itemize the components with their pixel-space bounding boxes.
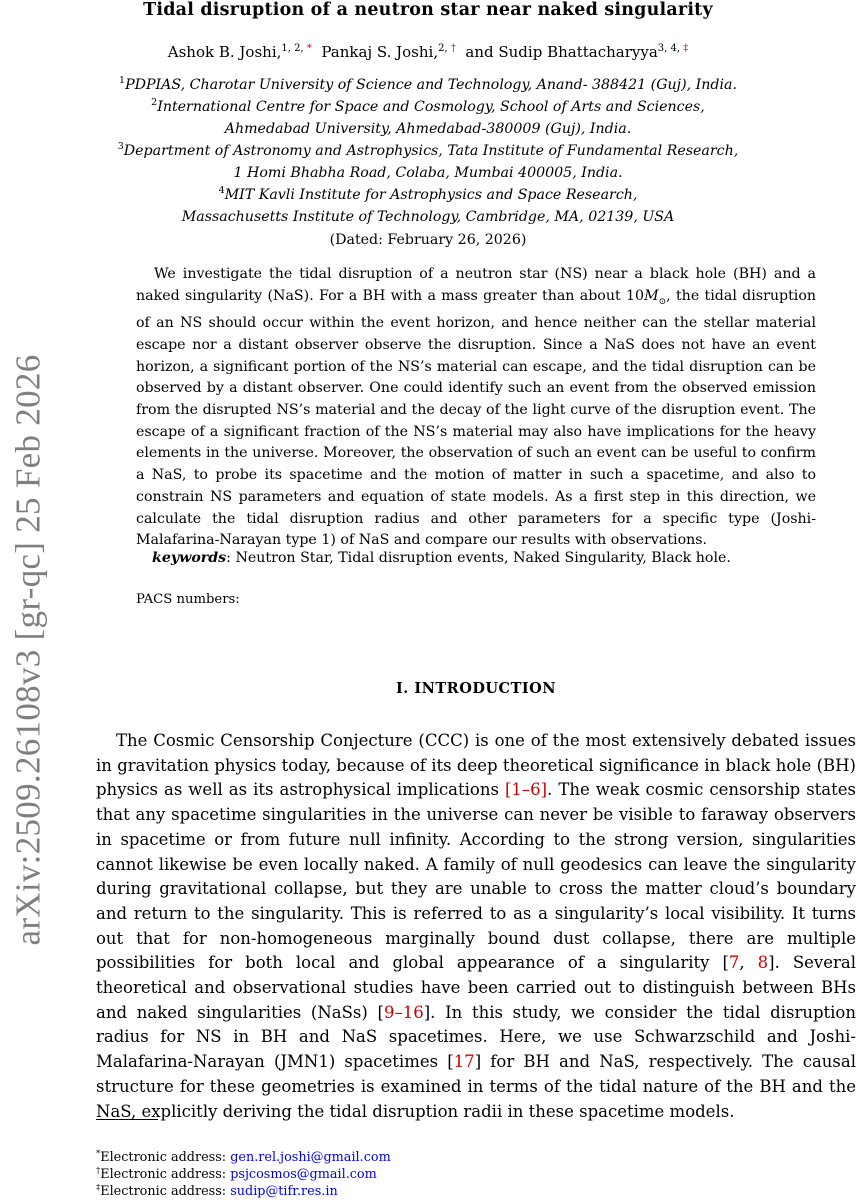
keywords-label: keywords — [152, 550, 227, 566]
affiliation-1: $^1$PDPIAS, Charotar University of Science and Technology, Anand- 388421 (Guj), India. — [119, 75, 737, 93]
footnote-2: †Electronic address: psjcosmos@gmail.com — [96, 1166, 377, 1182]
author-3-footnote-link[interactable]: ‡ — [683, 43, 689, 54]
author-3: and Sudip Bhattacharyya — [465, 43, 658, 61]
footnote-rule — [96, 1119, 158, 1120]
abstract: We investigate the tidal disruption of a neutron star (NS) near a black hole (BH) and a naked singularity (NaS). For a BH with a mass greater than about $10M_⊙$, the tidal disruption of an NS should occur within the event horizon, and hence neither can the stellar material escape nor a distant observer observe the disruption. Since a NaS does not have an event horizon, a significant portion of the NS’s material can escape, and the tidal disruption can be observed by a distant observer. One could identify such an event from the observed emission from the disrupted NS’s material and the decay of the light curve of the disruption event. The escape of a significant fraction of the NS’s material may also have implications for the heavy elements in the universe. Moreover, the observation of such an event can be useful to confirm a NaS, to probe its spacetime and the motion of matter in such a spacetime, and also to constrain NS parameters and equation of state models. As a first step in this direction, we calculate the tidal disruption radius and other parameters for a specific type (Joshi-Malafarina-Narayan type 1) of NaS and compare our results with observations. — [136, 266, 816, 549]
email-link[interactable]: sudip@tifr.res.in — [230, 1184, 338, 1199]
arxiv-id: arXiv:2509.26108v3 [gr-qc] 25 Feb 2026 — [9, 354, 48, 946]
author-1-footnote-link[interactable]: * — [306, 43, 312, 54]
affiliation-3-cont: 1 Homi Bhabha Road, Colaba, Mumbai 400005, India. — [233, 165, 623, 181]
author-2-footnote-link[interactable]: † — [450, 43, 456, 54]
citation-link[interactable]: 8 — [757, 953, 769, 973]
affiliation-4: $^4$MIT Kavli Institute for Astrophysics and Space Research, — [218, 185, 638, 203]
pacs-numbers: PACS numbers: — [136, 592, 240, 607]
affiliation-4-cont: Massachusetts Institute of Technology, Cambridge, MA, 02139, USA — [181, 209, 675, 225]
keywords: keywords: Neutron Star, Tidal disruption events, Naked Singularity, Black hole. — [152, 550, 731, 566]
citation-link[interactable]: [1–6] — [504, 780, 548, 800]
footnote-1: *Electronic address: gen.rel.joshi@gmail.com — [96, 1149, 391, 1165]
author-2: Pankaj S. Joshi, — [321, 43, 439, 61]
affiliation-2: $^2$International Centre for Space and Cosmology, School of Arts and Sciences, — [151, 97, 705, 115]
arxiv-watermark — [0, 330, 58, 970]
section-heading: I. INTRODUCTION — [395, 680, 557, 697]
author-1: Ashok B. Joshi, — [167, 43, 282, 61]
introduction-body: The Cosmic Censorship Conjecture (CCC) is one of the most extensively debated issues in gravitation physics today, because of its deep theoretical significance in black hole (BH) physics as well as its astrophysical implications [1–6]. The weak cosmic censorship states that any spacetime singularities in the universe can never be visible to faraway observers in spacetime or from future null infinity. According to the strong version, singularities cannot likewise be even locally naked. A family of null geodesics can leave the singularity during gravitational collapse, but they are unable to cross the matter cloud’s boundary and return to the singularity. This is referred to as a singularity’s local visibility. It turns out that for non-homogeneous marginally bound dust collapse, there are multiple possibilities for both local and global appearance of a singularity [7, 8]. Several theoretical and observational studies have been carried out to distinguish between BHs and naked singularities (NaSs) [9–16]. In this study, we consider the tidal disruption radius for NS in BH and NaS spacetimes. Here, we use Schwarzschild and Joshi-Malafarina-Narayan (JMN1) spacetimes [17] for BH and NaS, respectively. The causal structure for these geometries is examined in terms of the tidal nature of the BH and the NaS, explicitly deriving the tidal disruption radii in these spacetime models. — [96, 731, 856, 1121]
date-line: (Dated: February 26, 2026) — [329, 232, 527, 248]
affiliation-3: $^3$Department of Astronomy and Astrophysics, Tata Institute of Fundamental Research, — [117, 141, 739, 159]
author-list: Ashok B. Joshi,$^{1, 2, *}$ Pankaj S. Joshi,$^{2, \dagger}$ and Sudip Bhattacharyya$^{3, 4, \ddagger}$ — [167, 43, 689, 61]
citation-link[interactable]: 17 — [453, 1052, 475, 1072]
paper-title: Tidal disruption of a neutron star near naked singularity — [143, 0, 713, 20]
citation-link[interactable]: 9–16 — [383, 1002, 424, 1022]
affiliation-2-cont: Ahmedabad University, Ahmedabad-380009 (Guj), India. — [224, 121, 632, 137]
citation-link[interactable]: 7 — [728, 953, 740, 973]
email-link[interactable]: psjcosmos@gmail.com — [230, 1167, 377, 1182]
email-link[interactable]: gen.rel.joshi@gmail.com — [230, 1150, 391, 1165]
footnote-3: ‡Electronic address: sudip@tifr.res.in — [96, 1183, 338, 1199]
